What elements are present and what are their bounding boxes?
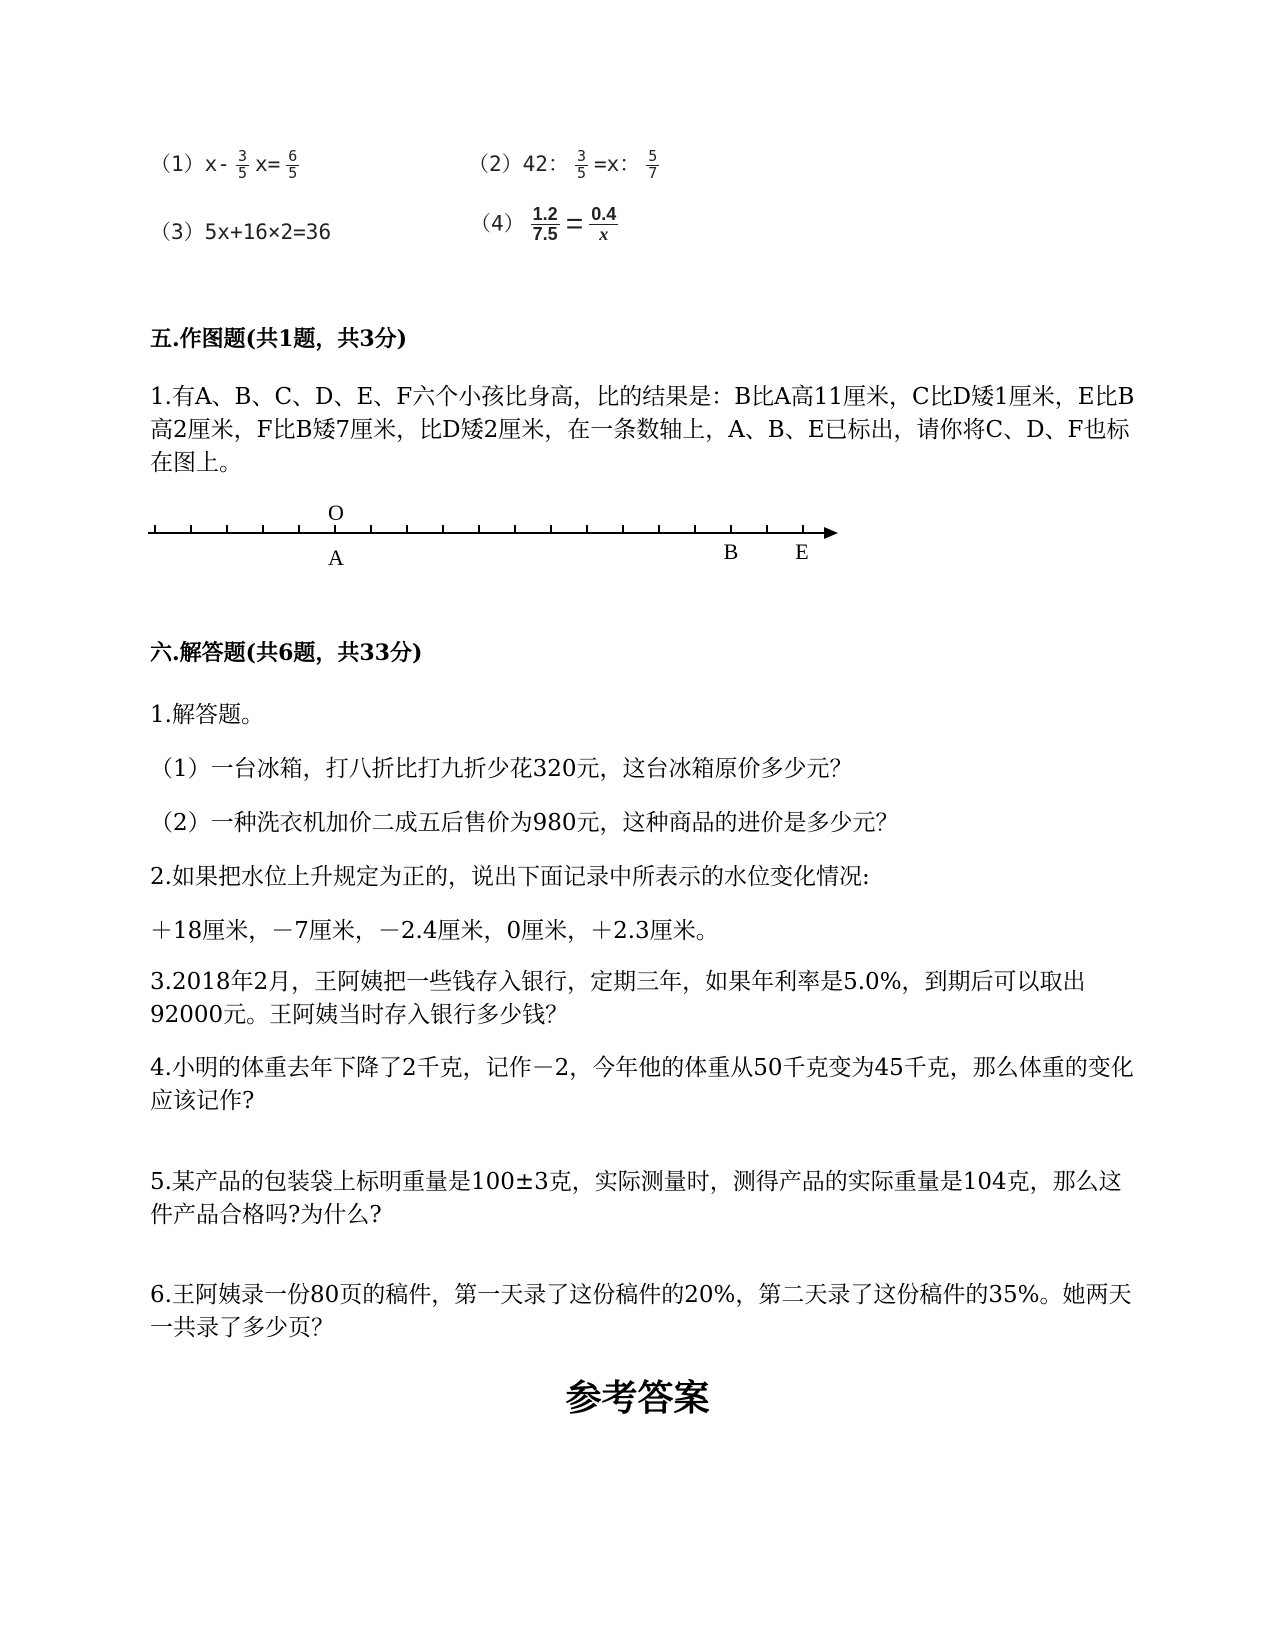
number-line — [140, 495, 860, 580]
eq4-equals: = — [565, 207, 584, 241]
eq2-label: （2） — [468, 152, 523, 176]
section6-q1-title: 1.解答题。 — [150, 702, 264, 728]
eq1-fraction-1 — [236, 146, 249, 182]
eq1-fraction-2 — [286, 146, 299, 182]
point-a-label: A — [328, 545, 344, 570]
section6-q6: 6.王阿姨录一份80页的稿件，第一天录了这份稿件的20%，第二天录了这份稿件的35%。她两天一共录了多少页？ — [150, 1282, 1132, 1341]
eq4-frac2-num: 0.4 — [591, 204, 617, 224]
number-line-ticks — [155, 525, 803, 533]
eq2-pre: 42： — [522, 152, 569, 176]
eq1-frac1-num: 3 — [237, 146, 247, 165]
section6-q4: 4.小明的体重去年下降了2千克，记作－2，今年他的体重从50千克变为45千克，那么体重的变化应该记作? — [150, 1055, 1134, 1114]
eq4-frac1-num: 1.2 — [532, 204, 558, 224]
section6-heading: 六.解答题(共6题，共33分) — [150, 640, 423, 666]
number-line-arrow — [824, 527, 838, 539]
point-e-label: E — [795, 539, 809, 564]
eq3-text: 5x+16×2=36 — [204, 220, 332, 244]
eq2-fraction-1 — [575, 146, 588, 182]
section6-q2: 2.如果把水位上升规定为正的，说出下面记录中所表示的水位变化情况: — [150, 864, 870, 890]
eq2-fraction-2 — [646, 146, 659, 182]
section6-q3: 3.2018年2月，王阿姨把一些钱存入银行，定期三年，如果年利率是5.0%，到期后可以取出92000元。王阿姨当时存入银行多少钱？ — [150, 969, 1086, 1028]
eq2-frac2-num: 5 — [648, 146, 658, 165]
origin-label: O — [328, 500, 344, 525]
equation-3 — [150, 216, 331, 246]
eq1-mid: x= — [254, 152, 281, 176]
eq2-mid: =x： — [593, 152, 641, 176]
section5-question-1: 1.有A、B、C、D、E、F六个小孩比身高，比的结果是：B比A高11厘米，C比D矮1厘米，E比B高2厘米，F比B矮7厘米，比D矮2厘米，在一条数轴上，A、B、E已标出，请你将C、D、F也标在图上。 — [150, 384, 1135, 476]
eq3-label: （3） — [150, 220, 205, 244]
section5-heading: 五.作图题(共1题，共3分) — [150, 326, 408, 352]
eq4-frac2-den: x — [589, 224, 618, 244]
eq4-frac1-den: 7.5 — [532, 223, 558, 244]
section6-q1-sub2: （2）一种洗衣机加价二成五后售价为980元，这种商品的进价是多少元？ — [150, 810, 899, 836]
equation-4 — [470, 205, 624, 244]
eq2-frac1-den: 5 — [576, 163, 586, 182]
eq4-label: （4） — [470, 211, 525, 236]
eq1-pre: x- — [204, 152, 230, 176]
point-b-label: B — [723, 539, 739, 564]
section6-q1-sub1: （1）一台冰箱，打八折比打九折少花320元，这台冰箱原价多少元？ — [150, 756, 853, 782]
equation-1 — [150, 148, 305, 181]
eq1-label: （1） — [150, 152, 205, 176]
eq1-frac2-num: 6 — [288, 146, 298, 165]
eq2-frac2-den: 7 — [648, 163, 658, 182]
section6-q5: 5.某产品的包装袋上标明重量是100±3克，实际测量时，测得产品的实际重量是104克，那么这件产品合格吗?为什么? — [150, 1169, 1122, 1228]
eq1-frac2-den: 5 — [288, 163, 298, 182]
eq2-frac1-num: 3 — [576, 146, 586, 165]
section6-q2-values: ＋18厘米，－7厘米，－2.4厘米，0厘米，＋2.3厘米。 — [150, 918, 719, 944]
eq1-frac1-den: 5 — [237, 163, 247, 182]
equation-2 — [468, 148, 665, 181]
eq4-fraction-2 — [589, 205, 618, 244]
eq4-fraction-1 — [531, 205, 560, 244]
answer-title: 参考答案 — [565, 1377, 710, 1419]
